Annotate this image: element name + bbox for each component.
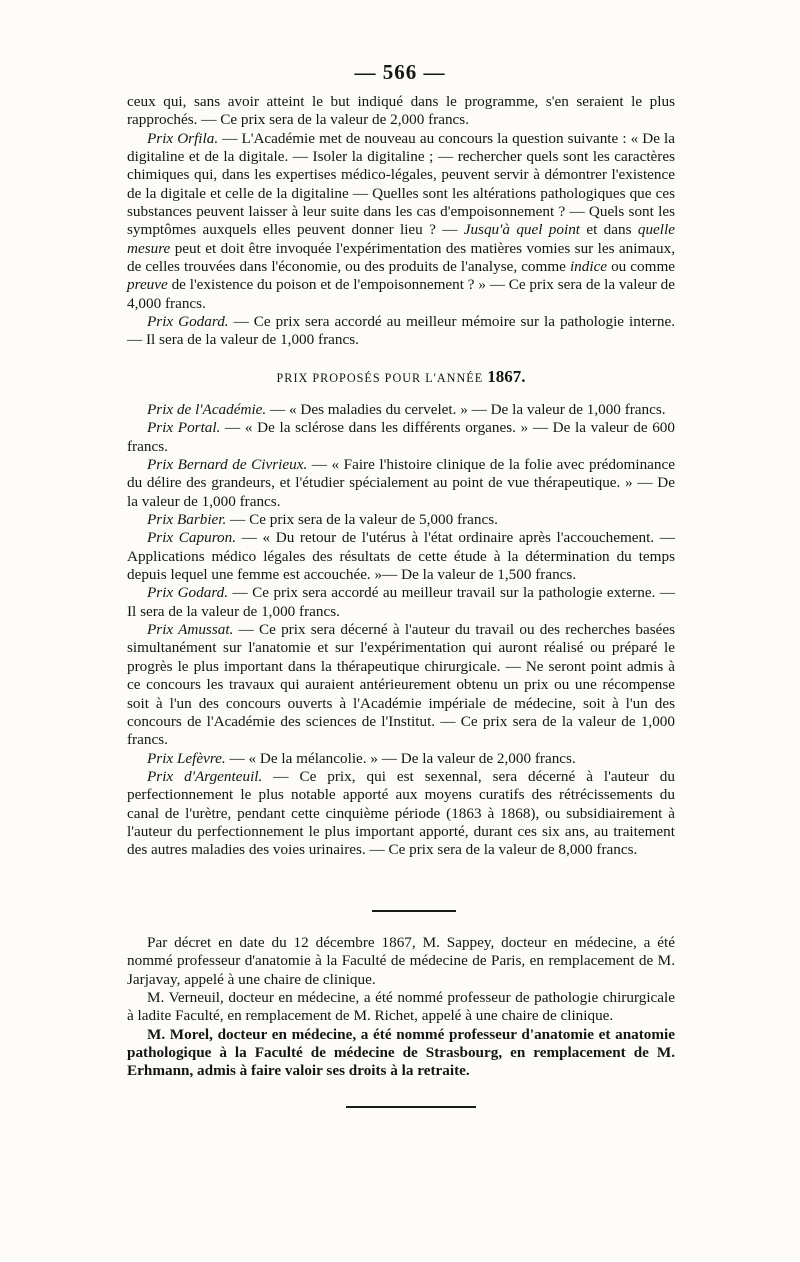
appointment-morel: M. Morel, docteur en médecine, a été nommé professeur d'anatomie et anatomie pathologique à la Faculté de médecine de Strasbourg, en remplacement de M. Erhmann, admis à faire valoir ses droits à la retraite. [127, 1025, 675, 1080]
prize-orfila-text: de l'existence du poison et de l'empoisonnement ? » — Ce prix sera de la valeur de 4,000 francs. [127, 276, 675, 312]
prize-list-1867 [127, 401, 675, 860]
prize-lefevre-name: Prix Lefèvre. [147, 749, 226, 767]
intro-paragraph: ceux qui, sans avoir atteint le but indiqué dans le programme, s'en seraient le plus rapprochés. — Ce prix sera de la valeur de 2,000 francs. [127, 93, 675, 129]
prize-civrieux-text: — « Faire l'histoire clinique de la folie avec prédominance du délire des grandeurs, et l'étudier spécialement au point de vue thérapeutique. » — De la valeur de 1,000 francs. [127, 456, 675, 510]
appointments-section [127, 934, 675, 1081]
prize-godard-externe [127, 584, 675, 621]
prize-amussat [127, 621, 675, 749]
prize-portal-name: Prix Portal. [147, 419, 221, 437]
section-heading [127, 368, 675, 387]
prize-amussat-text: — Ce prix sera décerné à l'auteur du travail ou des recherches basées simultanément sur l'anatomie et sur l'expérimentation qui auront réalisé ou préparé le progrès le plus important dans la thérapeutique chirurgicale. — Ne seront point admis à ce concours les travaux qui auraient antérieurement obtenu un prix ou une récompense soit à l'un des concours ouverts à l'Académie impériale de médecine, soit à l'un des concours de l'Académie des sciences de l'Institut. — Ce prix sera de la valeur de 1,000 francs. [127, 621, 675, 749]
prize-portal-text: — « De la sclérose dans les différents organes. » — De la valeur de 600 francs. [127, 419, 675, 455]
prize-orfila-text: ou comme [607, 258, 676, 276]
prize-orfila-name: Prix Orfila. [147, 129, 219, 147]
section-heading-year: 1867. [487, 367, 526, 386]
prize-godard-externe-text: — Ce prix sera accordé au meilleur travail sur la pathologie externe. — Il sera de la valeur de 1,000 francs. [127, 584, 675, 620]
section-heading-wrap [127, 368, 675, 387]
prize-orfila-emphasis: Jusqu'à quel point [463, 221, 581, 239]
prize-list-1866 [127, 93, 675, 350]
prize-orfila-text: — L'Académie met de nouveau au concours la question suivante : « De la digitaline et de la digitale. — Isoler la digitaline ; — rechercher quels sont les caractères chimiques qui, dans les expertises médico-légales, peuvent servir à démontrer l'existence de la digitale et celle de la digitaline — Quelles sont les altérations pathologiques que ces substances peuvent laisser à leur suite dans les cas d'empoisonnement ? — Quels sont les symptômes auxquels elles peuvent donner lieu ? — [127, 129, 676, 239]
page-number: — 566 — [354, 60, 446, 84]
prize-orfila-text: et dans [580, 221, 638, 239]
prize-godard-name: Prix Godard. [147, 313, 229, 331]
prize-argenteuil [127, 768, 675, 860]
prize-orfila-emphasis: quelle mesure [127, 221, 675, 257]
prize-capuron-text: — « Du retour de l'utérus à l'état ordinaire après l'accouchement. —Applications médico légales des résultats de cette étude à la détermination du temps depuis lequel une femme est accouchée. »— De la valeur de 1,500 francs. [127, 529, 675, 584]
prize-academie-text: — « Des maladies du cervelet. » — De la valeur de 1,000 francs. [266, 401, 666, 418]
prize-lefevre [127, 750, 675, 768]
prize-orfila-emphasis: preuve [127, 276, 168, 294]
prize-orfila-emphasis: indice [569, 258, 608, 276]
prize-portal [127, 419, 675, 456]
prize-godard-text: — Ce prix sera accordé au meilleur mémoire sur la pathologie interne. — Il sera de la valeur de 1,000 francs. [127, 313, 675, 349]
prize-capuron-name: Prix Capuron. [147, 529, 237, 547]
prize-godard [127, 313, 675, 350]
prize-godard-externe-name: Prix Godard. [147, 584, 229, 602]
prize-argenteuil-name: Prix d'Argenteuil. [147, 767, 263, 785]
prize-capuron [127, 529, 675, 584]
section-divider [372, 910, 456, 912]
appointment-sappey: Par décret en date du 12 décembre 1867, M. Sappey, docteur en médecine, a été nommé professeur d'anatomie à la Faculté de médecine de Paris, en remplacement de M. Jarjavay, appelé à une chaire de clinique. [127, 934, 675, 988]
prize-barbier [127, 511, 675, 529]
prize-argenteuil-text: — Ce prix, qui est sexennal, sera décerné à l'auteur du perfectionnement le plus notable apporté aux moyens curatifs des rétrécissements du canal de l'urètre, pendant cette cinquième période (1863 à 1868), ou subsidiairement à l'auteur du perfectionnement le plus important apporté, durant ces six ans, au traitement des autres maladies des voies urinaires. — Ce prix sera de la valeur de 8,000 francs. [127, 767, 675, 859]
prize-civrieux [127, 456, 675, 511]
prize-lefevre-text: — « De la mélancolie. » — De la valeur de 2,000 francs. [225, 749, 576, 767]
end-divider [346, 1106, 476, 1108]
prize-barbier-text: — Ce prix sera de la valeur de 5,000 francs. [226, 511, 498, 529]
prize-orfila [127, 130, 675, 313]
prize-civrieux-name: Prix Bernard de Civrieux. [147, 456, 308, 474]
prize-orfila-text: peut et doit être invoquée l'expérimentation des matières vomies sur les animaux, de celles trouvées dans l'économie, ou des produits de l'analyse, comme [127, 239, 675, 276]
prize-academie-name: Prix de l'Académie. [147, 401, 267, 418]
prize-amussat-name: Prix Amussat. [147, 621, 234, 639]
section-heading-text: PRIX PROPOSÉS POUR L'ANNÉE [276, 371, 488, 385]
prize-academie [127, 401, 675, 419]
prize-barbier-name: Prix Barbier. [147, 511, 227, 529]
appointment-verneuil: M. Verneuil, docteur en médecine, a été nommé professeur de pathologie chirurgicale à ladite Faculté, en remplacement de M. Richet, appelé à une chaire de clinique. [127, 989, 675, 1025]
